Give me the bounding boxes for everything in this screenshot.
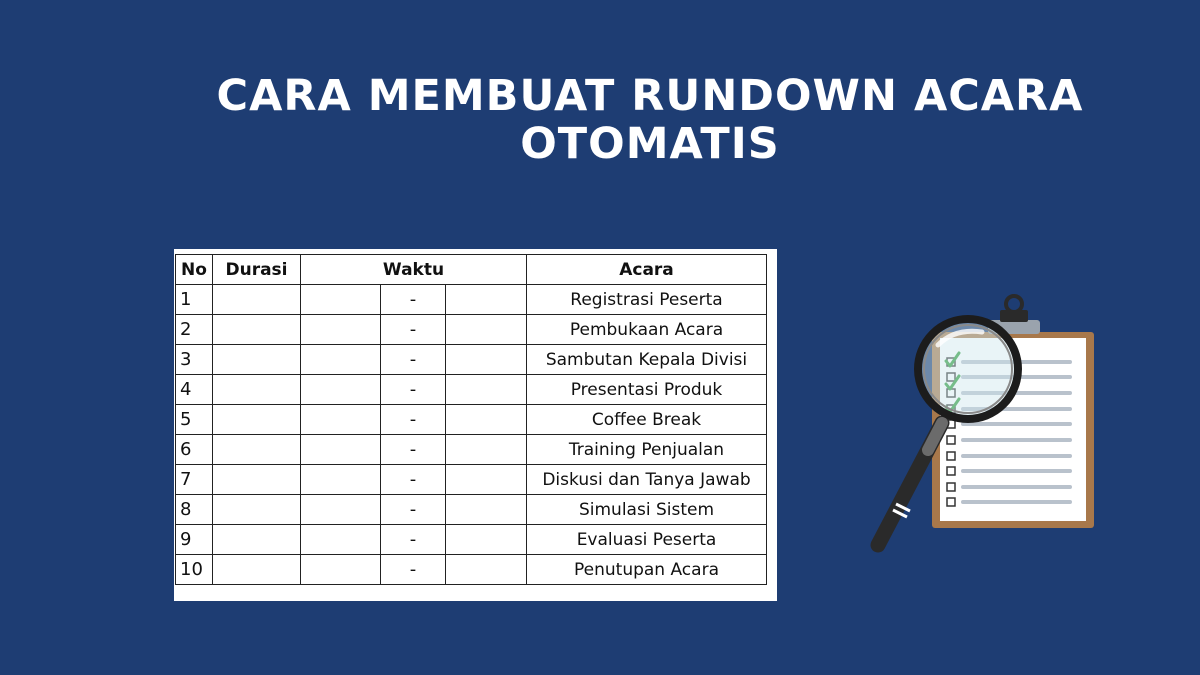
rundown-spreadsheet bbox=[174, 249, 777, 601]
page-title bbox=[200, 72, 1100, 168]
table-row bbox=[176, 495, 767, 525]
acara-cell: Coffee Break bbox=[527, 405, 767, 435]
durasi-cell[interactable] bbox=[213, 555, 301, 585]
waktu-end-cell[interactable] bbox=[446, 555, 527, 585]
waktu-separator: - bbox=[381, 495, 446, 525]
acara-cell: Simulasi Sistem bbox=[527, 495, 767, 525]
waktu-separator: - bbox=[381, 345, 446, 375]
waktu-end-cell[interactable] bbox=[446, 315, 527, 345]
waktu-end-cell[interactable] bbox=[446, 285, 527, 315]
row-no: 2 bbox=[176, 315, 213, 345]
table-row bbox=[176, 375, 767, 405]
durasi-cell[interactable] bbox=[213, 405, 301, 435]
durasi-cell[interactable] bbox=[213, 435, 301, 465]
row-no: 10 bbox=[176, 555, 213, 585]
row-no: 9 bbox=[176, 525, 213, 555]
acara-cell: Sambutan Kepala Divisi bbox=[527, 345, 767, 375]
table-row bbox=[176, 465, 767, 495]
magnifier-lens bbox=[918, 319, 1018, 419]
rundown-table bbox=[175, 254, 767, 585]
waktu-start-cell[interactable] bbox=[301, 285, 381, 315]
waktu-start-cell[interactable] bbox=[301, 345, 381, 375]
row-no: 1 bbox=[176, 285, 213, 315]
header-durasi: Durasi bbox=[213, 255, 301, 285]
title-line-1: CARA MEMBUAT RUNDOWN ACARA bbox=[216, 71, 1084, 121]
waktu-end-cell[interactable] bbox=[446, 525, 527, 555]
table-row bbox=[176, 285, 767, 315]
clipboard-checklist-with-magnifier-icon bbox=[860, 290, 1110, 560]
table-row bbox=[176, 405, 767, 435]
durasi-cell[interactable] bbox=[213, 495, 301, 525]
waktu-start-cell[interactable] bbox=[301, 525, 381, 555]
acara-cell: Diskusi dan Tanya Jawab bbox=[527, 465, 767, 495]
header-no: No bbox=[176, 255, 213, 285]
header-waktu: Waktu bbox=[301, 255, 527, 285]
row-no: 6 bbox=[176, 435, 213, 465]
table-row bbox=[176, 315, 767, 345]
durasi-cell[interactable] bbox=[213, 315, 301, 345]
row-no: 4 bbox=[176, 375, 213, 405]
waktu-start-cell[interactable] bbox=[301, 315, 381, 345]
durasi-cell[interactable] bbox=[213, 525, 301, 555]
waktu-separator: - bbox=[381, 375, 446, 405]
acara-cell: Registrasi Peserta bbox=[527, 285, 767, 315]
title-line-2: OTOMATIS bbox=[520, 119, 780, 169]
waktu-end-cell[interactable] bbox=[446, 405, 527, 435]
waktu-start-cell[interactable] bbox=[301, 465, 381, 495]
waktu-end-cell[interactable] bbox=[446, 375, 527, 405]
waktu-separator: - bbox=[381, 435, 446, 465]
table-row bbox=[176, 555, 767, 585]
header-acara: Acara bbox=[527, 255, 767, 285]
waktu-start-cell[interactable] bbox=[301, 405, 381, 435]
row-no: 7 bbox=[176, 465, 213, 495]
acara-cell: Pembukaan Acara bbox=[527, 315, 767, 345]
durasi-cell[interactable] bbox=[213, 285, 301, 315]
waktu-end-cell[interactable] bbox=[446, 495, 527, 525]
waktu-end-cell[interactable] bbox=[446, 345, 527, 375]
clipboard-clip-ring bbox=[1006, 296, 1022, 312]
table-header-row bbox=[176, 255, 767, 285]
acara-cell: Training Penjualan bbox=[527, 435, 767, 465]
waktu-start-cell[interactable] bbox=[301, 375, 381, 405]
table-row bbox=[176, 345, 767, 375]
acara-cell: Penutupan Acara bbox=[527, 555, 767, 585]
waktu-separator: - bbox=[381, 405, 446, 435]
acara-cell: Evaluasi Peserta bbox=[527, 525, 767, 555]
acara-cell: Presentasi Produk bbox=[527, 375, 767, 405]
durasi-cell[interactable] bbox=[213, 375, 301, 405]
waktu-end-cell[interactable] bbox=[446, 435, 527, 465]
table-row bbox=[176, 435, 767, 465]
row-no: 8 bbox=[176, 495, 213, 525]
row-no: 5 bbox=[176, 405, 213, 435]
waktu-separator: - bbox=[381, 555, 446, 585]
row-no: 3 bbox=[176, 345, 213, 375]
waktu-start-cell[interactable] bbox=[301, 495, 381, 525]
waktu-start-cell[interactable] bbox=[301, 555, 381, 585]
durasi-cell[interactable] bbox=[213, 345, 301, 375]
waktu-end-cell[interactable] bbox=[446, 465, 527, 495]
table-row bbox=[176, 525, 767, 555]
durasi-cell[interactable] bbox=[213, 465, 301, 495]
waktu-start-cell[interactable] bbox=[301, 435, 381, 465]
waktu-separator: - bbox=[381, 465, 446, 495]
waktu-separator: - bbox=[381, 315, 446, 345]
waktu-separator: - bbox=[381, 285, 446, 315]
waktu-separator: - bbox=[381, 525, 446, 555]
